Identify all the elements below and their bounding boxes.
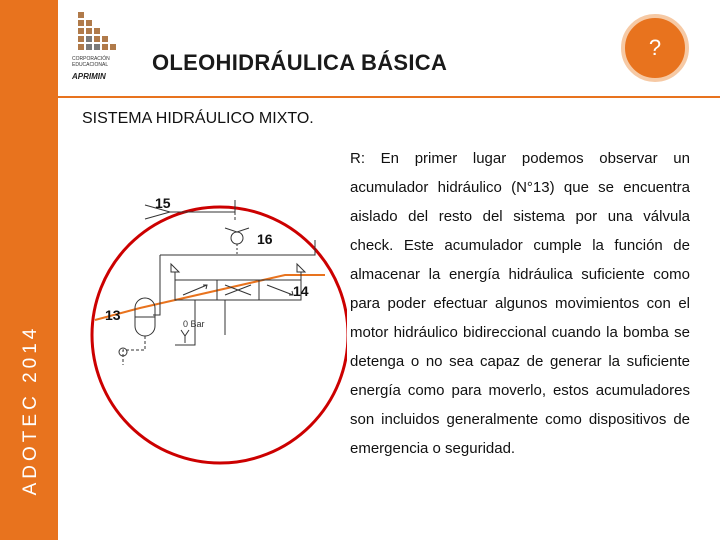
logo-brand: APRIMIN [72, 72, 106, 81]
explanation-paragraph: R: En primer lugar podemos observar un acumulador hidráulico (N°13) que se encuentra aislado del resto del sistema por una válvula check. Este acumulador cumple la función de almacenar la energía hidráulica suficiente como para poder efectuar algunos movimientos con el motor hidráulico bidireccional cuando la bomba se detenga o no sea capaz de generar la suficiente energía como para moverlo, estos acumuladores son incluidos generalmente como dispositivos de emergencia o seguridad. [350, 150, 690, 457]
sidebar-watermark: ADOTEC 2014 [20, 324, 41, 496]
section-subtitle: SISTEMA HIDRÁULICO MIXTO. [82, 110, 314, 127]
check-valve-16 [225, 228, 249, 255]
label-14: 14 [293, 283, 309, 299]
help-icon: ? [648, 35, 662, 60]
sidebar-band [0, 0, 58, 540]
highlight-circle [92, 207, 347, 463]
label-15: 15 [155, 195, 171, 211]
directional-valve-14 [171, 264, 305, 300]
hydraulic-diagram [85, 160, 347, 540]
accent-line [95, 275, 325, 320]
label-16: 16 [257, 231, 273, 247]
pressure-readout: 0 Bar [183, 319, 205, 329]
pressure-gauge [181, 330, 189, 343]
logo-caption: CORPORACIÓN EDUCACIONAL [72, 56, 110, 68]
page-title: OLEOHIDRÁULICA BÁSICA [152, 50, 448, 75]
label-13: 13 [105, 307, 121, 323]
header-divider [58, 96, 720, 98]
return-line [153, 255, 160, 315]
help-button[interactable] [621, 14, 689, 82]
